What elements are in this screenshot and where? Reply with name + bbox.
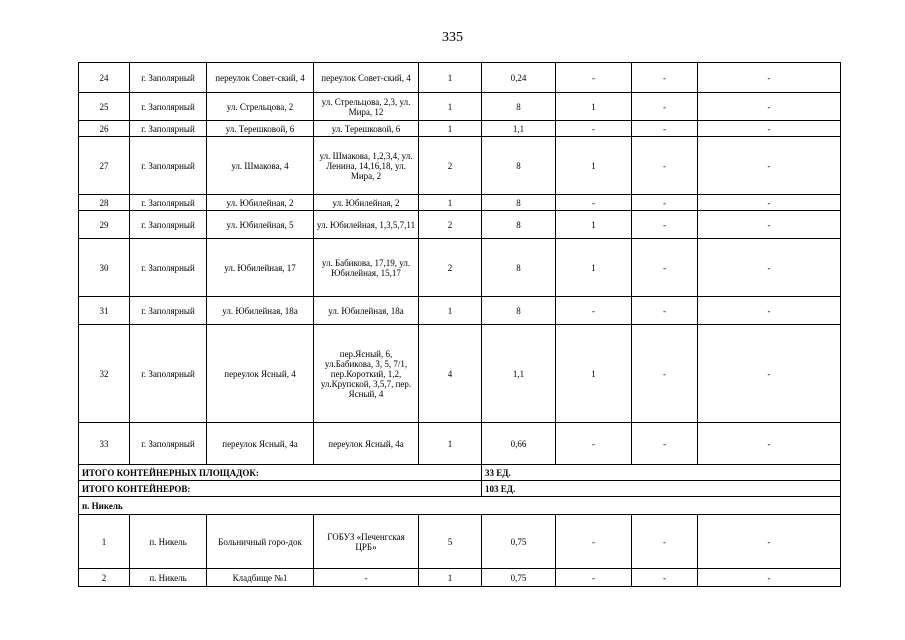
served-addresses-cell: ул. Юбилейная, 18а: [314, 297, 419, 325]
column-7-cell: -: [556, 423, 632, 465]
table-row: [79, 569, 841, 587]
column-7-cell: 1: [556, 325, 632, 423]
served-addresses-cell: пер.Ясный, 6, ул.Бабикова, 3, 5, 7/1, пер.Короткий, 1,2, ул.Крупской, 3,5,7, пер. Ясный, 4: [314, 325, 419, 423]
served-addresses-cell: -: [314, 569, 419, 587]
container-count-cell: 1: [419, 569, 482, 587]
total-containers-value: 103 ЕД.: [482, 481, 841, 497]
column-8-cell: -: [632, 195, 698, 211]
table-row: [79, 137, 841, 195]
table-row: [79, 93, 841, 121]
column-7-cell: -: [556, 121, 632, 137]
column-7-cell: 1: [556, 211, 632, 239]
volume-cell: 1,1: [482, 325, 556, 423]
container-count-cell: 1: [419, 423, 482, 465]
table-row: [79, 515, 841, 569]
volume-cell: 8: [482, 93, 556, 121]
column-8-cell: -: [632, 121, 698, 137]
table-row: [79, 325, 841, 423]
volume-cell: 8: [482, 195, 556, 211]
column-9-cell: -: [698, 325, 841, 423]
column-7-cell: -: [556, 195, 632, 211]
volume-cell: 8: [482, 137, 556, 195]
container-count-cell: 4: [419, 325, 482, 423]
column-9-cell: -: [698, 423, 841, 465]
served-addresses-cell: ул. Терешковой, 6: [314, 121, 419, 137]
row-number: 30: [79, 239, 130, 297]
column-9-cell: -: [698, 515, 841, 569]
container-sites-table: [78, 62, 841, 587]
settlement-cell: г. Заполярный: [130, 239, 207, 297]
table-row: [79, 423, 841, 465]
column-9-cell: -: [698, 63, 841, 93]
row-number: 29: [79, 211, 130, 239]
table-row: [79, 63, 841, 93]
column-8-cell: -: [632, 297, 698, 325]
container-count-cell: 5: [419, 515, 482, 569]
location-cell: ул. Юбилейная, 2: [207, 195, 314, 211]
served-addresses-cell: переулок Ясный, 4а: [314, 423, 419, 465]
served-addresses-cell: ГОБУЗ «Печенгская ЦРБ»: [314, 515, 419, 569]
volume-cell: 8: [482, 239, 556, 297]
settlement-cell: г. Заполярный: [130, 121, 207, 137]
total-sites-label: ИТОГО КОНТЕЙНЕРНЫХ ПЛОЩАДОК:: [79, 465, 482, 481]
served-addresses-cell: ул. Стрельцова, 2,3, ул. Мира, 12: [314, 93, 419, 121]
settlement-cell: г. Заполярный: [130, 195, 207, 211]
location-cell: переулок Ясный, 4а: [207, 423, 314, 465]
volume-cell: 8: [482, 297, 556, 325]
column-7-cell: -: [556, 297, 632, 325]
column-8-cell: -: [632, 211, 698, 239]
container-count-cell: 2: [419, 211, 482, 239]
row-number: 24: [79, 63, 130, 93]
section-header-row: [79, 497, 841, 515]
location-cell: ул. Юбилейная, 18а: [207, 297, 314, 325]
served-addresses-cell: ул. Шмакова, 1,2,3,4, ул. Ленина, 14,16,18, ул. Мира, 2: [314, 137, 419, 195]
location-cell: ул. Терешковой, 6: [207, 121, 314, 137]
row-number: 32: [79, 325, 130, 423]
settlement-cell: п. Никель: [130, 515, 207, 569]
page-number: 335: [442, 30, 463, 45]
column-9-cell: -: [698, 297, 841, 325]
volume-cell: 8: [482, 211, 556, 239]
table-row: [79, 211, 841, 239]
column-9-cell: -: [698, 569, 841, 587]
container-count-cell: 1: [419, 63, 482, 93]
column-7-cell: -: [556, 515, 632, 569]
location-cell: переулок Ясный, 4: [207, 325, 314, 423]
column-8-cell: -: [632, 239, 698, 297]
column-7-cell: 1: [556, 239, 632, 297]
column-9-cell: -: [698, 211, 841, 239]
served-addresses-cell: переулок Совет-ский, 4: [314, 63, 419, 93]
table-row: [79, 297, 841, 325]
container-count-cell: 1: [419, 297, 482, 325]
column-8-cell: -: [632, 569, 698, 587]
served-addresses-cell: ул. Бабикова, 17,19, ул. Юбилейная, 15,17: [314, 239, 419, 297]
settlement-cell: г. Заполярный: [130, 297, 207, 325]
column-9-cell: -: [698, 93, 841, 121]
row-number: 26: [79, 121, 130, 137]
table-row: [79, 195, 841, 211]
total-sites-value: 33 ЕД.: [482, 465, 841, 481]
volume-cell: 0,66: [482, 423, 556, 465]
column-8-cell: -: [632, 63, 698, 93]
container-count-cell: 1: [419, 93, 482, 121]
column-7-cell: 1: [556, 93, 632, 121]
location-cell: ул. Стрельцова, 2: [207, 93, 314, 121]
location-cell: Кладбище №1: [207, 569, 314, 587]
settlement-cell: г. Заполярный: [130, 63, 207, 93]
container-count-cell: 2: [419, 137, 482, 195]
location-cell: ул. Шмакова, 4: [207, 137, 314, 195]
row-number: 1: [79, 515, 130, 569]
row-number: 27: [79, 137, 130, 195]
row-number: 33: [79, 423, 130, 465]
column-9-cell: -: [698, 239, 841, 297]
column-9-cell: -: [698, 195, 841, 211]
location-cell: Больничный горо-док: [207, 515, 314, 569]
location-cell: переулок Совет-ский, 4: [207, 63, 314, 93]
row-number: 28: [79, 195, 130, 211]
volume-cell: 0,75: [482, 569, 556, 587]
container-count-cell: 1: [419, 195, 482, 211]
column-7-cell: -: [556, 569, 632, 587]
settlement-cell: г. Заполярный: [130, 137, 207, 195]
row-number: 2: [79, 569, 130, 587]
column-8-cell: -: [632, 93, 698, 121]
column-7-cell: -: [556, 63, 632, 93]
settlement-cell: г. Заполярный: [130, 211, 207, 239]
location-cell: ул. Юбилейная, 5: [207, 211, 314, 239]
column-8-cell: -: [632, 137, 698, 195]
table-row: [79, 121, 841, 137]
column-9-cell: -: [698, 137, 841, 195]
row-number: 25: [79, 93, 130, 121]
row-number: 31: [79, 297, 130, 325]
column-8-cell: -: [632, 515, 698, 569]
settlement-cell: г. Заполярный: [130, 423, 207, 465]
column-8-cell: -: [632, 423, 698, 465]
section-title: п. Никель: [79, 497, 841, 515]
column-9-cell: -: [698, 121, 841, 137]
column-7-cell: 1: [556, 137, 632, 195]
settlement-cell: г. Заполярный: [130, 93, 207, 121]
volume-cell: 1,1: [482, 121, 556, 137]
container-count-cell: 2: [419, 239, 482, 297]
settlement-cell: п. Никель: [130, 569, 207, 587]
settlement-cell: г. Заполярный: [130, 325, 207, 423]
total-containers-row: [79, 481, 841, 497]
column-8-cell: -: [632, 325, 698, 423]
served-addresses-cell: ул. Юбилейная, 1,3,5,7,11: [314, 211, 419, 239]
served-addresses-cell: ул. Юбилейная, 2: [314, 195, 419, 211]
volume-cell: 0,75: [482, 515, 556, 569]
table-row: [79, 239, 841, 297]
total-containers-label: ИТОГО КОНТЕЙНЕРОВ:: [79, 481, 482, 497]
volume-cell: 0,24: [482, 63, 556, 93]
location-cell: ул. Юбилейная, 17: [207, 239, 314, 297]
container-count-cell: 1: [419, 121, 482, 137]
total-sites-row: [79, 465, 841, 481]
